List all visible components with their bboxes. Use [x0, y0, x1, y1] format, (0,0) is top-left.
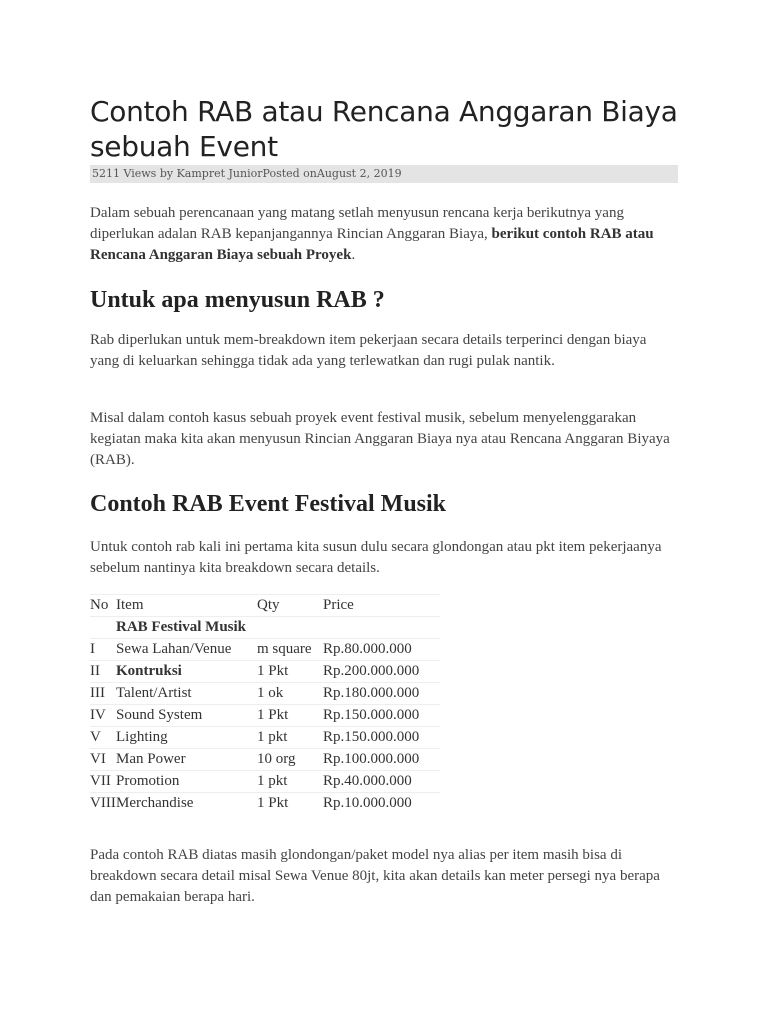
row-qty: 1 Pkt — [257, 705, 323, 727]
section1-heading: Untuk apa menyusun RAB ? — [90, 287, 385, 313]
table-row — [90, 727, 440, 749]
row-item: Kontruksi — [116, 661, 257, 683]
row-no: VI — [90, 749, 116, 771]
intro-text: Dalam sebuah perencanaan yang matang setlah menyusun rencana kerja berikutnya yang diperlukan adalan RAB kepanjangannya Rincian Anggaran Biaya, — [90, 205, 624, 242]
table-row — [90, 749, 440, 771]
section1-paragraph-2: Misal dalam contoh kasus sebuah proyek event festival musik, sebelum menyelenggarakan kegiatan maka kita akan menyusun Rincian Anggaran Biaya nya atau Rencana Anggaran Biyaya (RAB). — [90, 410, 670, 468]
table-row — [90, 771, 440, 793]
row-qty: 10 org — [257, 749, 323, 771]
row-price: Rp.80.000.000 — [323, 639, 440, 661]
row-no: III — [90, 683, 116, 705]
section2-paragraph-2: Pada contoh RAB diatas masih glondongan/paket model nya alias per item masih bisa di breakdown secara detail misal Sewa Venue 80jt, kita akan details kan meter persegi nya berapa dan pemakaian berapa hari. — [90, 847, 660, 905]
header-no: No — [90, 595, 116, 617]
row-item: Talent/Artist — [116, 683, 257, 705]
table-row — [90, 639, 440, 661]
intro-bold-text: berikut contoh RAB atau Rencana Anggaran Biaya sebuah Proyek — [90, 226, 654, 263]
intro-paragraph — [90, 203, 675, 266]
row-qty: 1 pkt — [257, 771, 323, 793]
intro-end: . — [351, 247, 356, 263]
row-no: IV — [90, 705, 116, 727]
section1-paragraph-1: Rab diperlukan untuk mem-breakdown item pekerjaan secara details terperinci dengan biaya yang di keluarkan sehingga tidak ada yang terlewatkan dan rugi pulak nantik. — [90, 332, 647, 369]
row-qty: 1 Pkt — [257, 793, 323, 815]
table-header-row — [90, 595, 440, 617]
row-no: V — [90, 727, 116, 749]
row-no: VII — [90, 771, 116, 793]
row-price: Rp.150.000.000 — [323, 705, 440, 727]
row-price: Rp.200.000.000 — [323, 661, 440, 683]
header-price: Price — [323, 595, 440, 617]
table-row — [90, 705, 440, 727]
row-item: Merchandise — [116, 793, 257, 815]
section2-paragraph-1: Untuk contoh rab kali ini pertama kita susun dulu secara glondongan atau pkt item pekerjaanya sebelum nantinya kita breakdown secara details. — [90, 539, 662, 576]
row-item: Promotion — [116, 771, 257, 793]
group-title: RAB Festival Musik — [116, 617, 440, 639]
table-row — [90, 683, 440, 705]
row-no: VIII — [90, 793, 116, 815]
row-qty: m square — [257, 639, 323, 661]
row-price: Rp.100.000.000 — [323, 749, 440, 771]
group-no-cell — [90, 617, 116, 639]
row-item: Man Power — [116, 749, 257, 771]
row-qty: 1 Pkt — [257, 661, 323, 683]
rab-table — [90, 594, 440, 814]
row-price: Rp.180.000.000 — [323, 683, 440, 705]
row-price: Rp.40.000.000 — [323, 771, 440, 793]
table-row — [90, 793, 440, 815]
row-price: Rp.10.000.000 — [323, 793, 440, 815]
table-group-row — [90, 617, 440, 639]
article-meta: 5211 Views by Kampret JuniorPosted onAugust 2, 2019 — [90, 165, 678, 183]
row-no: II — [90, 661, 116, 683]
row-qty: 1 ok — [257, 683, 323, 705]
header-qty: Qty — [257, 595, 323, 617]
section2-heading: Contoh RAB Event Festival Musik — [90, 491, 447, 517]
row-price: Rp.150.000.000 — [323, 727, 440, 749]
row-qty: 1 pkt — [257, 727, 323, 749]
article-title: Contoh RAB atau Rencana Anggaran Biaya sebuah Event — [90, 95, 678, 163]
row-item: Sound System — [116, 705, 257, 727]
header-item: Item — [116, 595, 257, 617]
row-item: Lighting — [116, 727, 257, 749]
row-no: I — [90, 639, 116, 661]
table-row — [90, 661, 440, 683]
row-item: Sewa Lahan/Venue — [116, 639, 257, 661]
